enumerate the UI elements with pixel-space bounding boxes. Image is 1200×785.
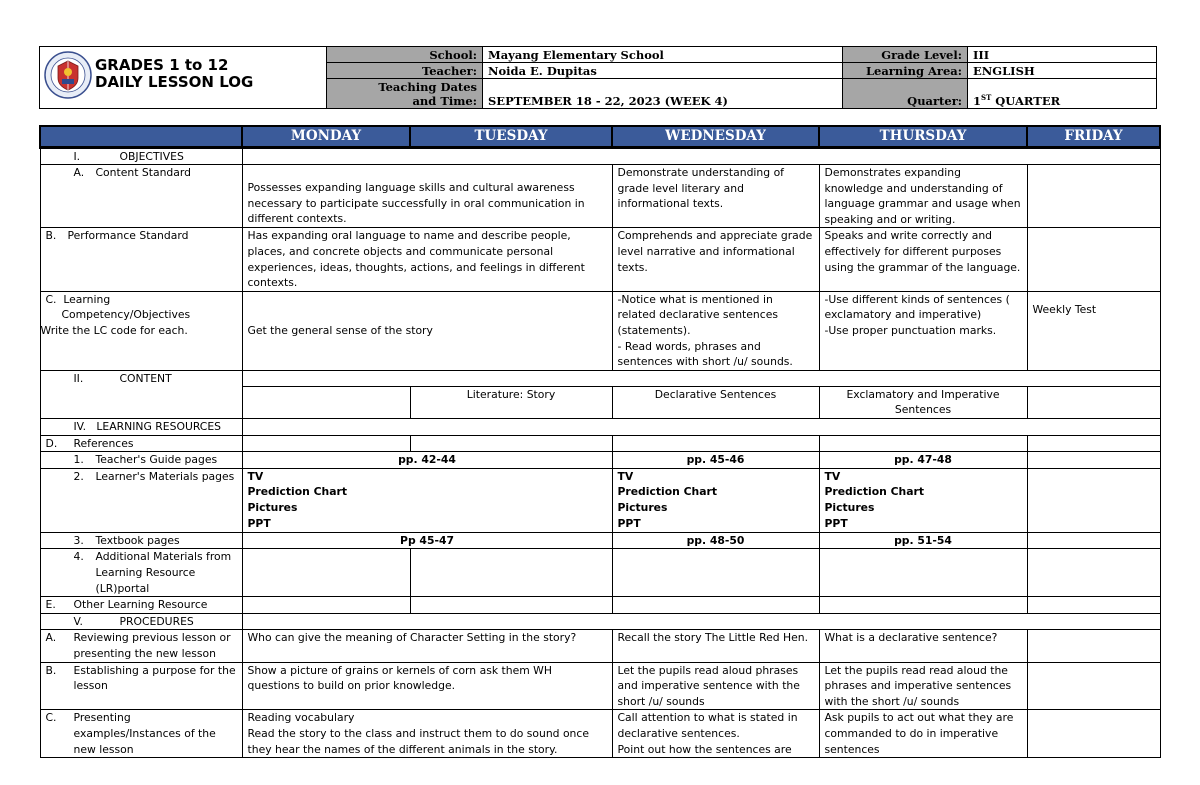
objectives-heading: I. OBJECTIVES [40, 147, 242, 165]
procedure-b-wed: Let the pupils read aloud phrases and imperative sentence with the short /u/ sounds [612, 662, 819, 710]
additional-materials-wed [612, 549, 819, 597]
content-tue: Literature: Story [410, 386, 612, 418]
learners-materials-fri [1027, 468, 1160, 532]
performance-standard-fri [1027, 228, 1160, 291]
procedure-a-row [40, 630, 1160, 662]
procedure-c-thu: Ask pupils to act out what they are commanded to do in imperative sentences [819, 710, 1027, 758]
content-fri [1027, 386, 1160, 418]
school-value: Mayang Elementary School [482, 46, 843, 63]
day-wednesday: WEDNESDAY [612, 126, 819, 147]
textbook-thu: pp. 51-54 [819, 532, 1027, 549]
procedure-a-wed: Recall the story The Little Red Hen. [612, 630, 819, 662]
day-tuesday: TUESDAY [410, 126, 612, 147]
content-heading-row [40, 370, 1160, 386]
other-resource-wed [612, 597, 819, 614]
textbook-mon-tue: Pp 45-47 [242, 532, 612, 549]
grade-value: III [967, 46, 1157, 63]
procedure-c-mon-tue: Reading vocabulary Read the story to the class and instruct them to do sound once they hear the names of the different animals in the story. [242, 710, 612, 758]
content-standard-row [40, 165, 1160, 228]
form-title-line1: GRADES 1 to 12 [95, 56, 229, 74]
day-thursday: THURSDAY [819, 126, 1027, 147]
references-tue [410, 435, 612, 452]
objectives-heading-row [40, 147, 1160, 165]
other-resource-row [40, 597, 1160, 614]
content-standard-wed: Demonstrate understanding of grade level literary and informational texts. [612, 165, 819, 228]
competency-wed: -Notice what is mentioned in related declarative sentences (statements). - Read words, phrases and sentences with short /u/ sounds. [612, 291, 819, 370]
references-row [40, 435, 1160, 452]
procedure-a-label: A. Reviewing previous lesson or presenting the new lesson [40, 630, 242, 662]
content-heading-fill [242, 370, 1160, 386]
competency-thu: -Use different kinds of sentences ( exclamatory and imperative) -Use proper punctuation marks. [819, 291, 1027, 370]
resources-heading-fill [242, 419, 1160, 436]
teachers-guide-thu: pp. 47-48 [819, 452, 1027, 469]
teachers-guide-label: 1. Teacher's Guide pages [40, 452, 242, 469]
content-standard-thu: Demonstrates expanding knowledge and understanding of language grammar and usage when speaking and or writing. [819, 165, 1027, 228]
day-header-row [40, 126, 1160, 147]
form-title-line2: DAILY LESSON LOG [95, 73, 254, 91]
content-wed: Declarative Sentences [612, 386, 819, 418]
content-standard-label: A. Content Standard [40, 165, 242, 228]
content-standard-mon-tue: Possesses expanding language skills and cultural awareness necessary to participate successfully in oral communication in different contexts. [242, 165, 612, 228]
school-label: School: [326, 46, 483, 63]
procedure-b-fri [1027, 662, 1160, 710]
objectives-heading-fill [242, 147, 1160, 165]
other-resource-fri [1027, 597, 1160, 614]
day-header-blank [40, 126, 242, 147]
additional-materials-tue [410, 549, 612, 597]
dates-label: Teaching Dates and Time: [326, 78, 483, 109]
procedure-a-mon-tue: Who can give the meaning of Character Setting in the story? [242, 630, 612, 662]
performance-standard-mon-tue: Has expanding oral language to name and describe people, places, and concrete objects and communicate personal experiences, ideas, thoughts, actions, and feelings in different contexts. [242, 228, 612, 291]
procedure-a-thu: What is a declarative sentence? [819, 630, 1027, 662]
learners-materials-label: 2. Learner's Materials pages [40, 468, 242, 532]
other-resource-thu [819, 597, 1027, 614]
content-mon [242, 386, 410, 418]
references-mon [242, 435, 410, 452]
performance-standard-wed: Comprehends and appreciate grade level narrative and informational texts. [612, 228, 819, 291]
procedure-b-mon-tue: Show a picture of grains or kernels of corn ask them WH questions to build on prior knowledge. [242, 662, 612, 710]
area-label: Learning Area: [842, 62, 968, 79]
day-friday: FRIDAY [1027, 126, 1160, 147]
teachers-guide-mon-tue: pp. 42-44 [242, 452, 612, 469]
competency-mon-tue: Get the general sense of the story [242, 291, 612, 370]
learners-materials-row [40, 468, 1160, 532]
procedure-b-row [40, 662, 1160, 710]
teacher-label: Teacher: [326, 62, 483, 79]
teachers-guide-fri [1027, 452, 1160, 469]
performance-standard-label: B. Performance Standard [40, 228, 242, 291]
additional-materials-fri [1027, 549, 1160, 597]
content-thu: Exclamatory and Imperative Sentences [819, 386, 1027, 418]
procedure-a-fri [1027, 630, 1160, 662]
procedure-b-label: B. Establishing a purpose for the lesson [40, 662, 242, 710]
references-wed [612, 435, 819, 452]
content-heading: II. CONTENT [40, 370, 242, 418]
performance-standard-thu: Speaks and write correctly and effectively for different purposes using the grammar of the language. [819, 228, 1027, 291]
procedures-heading-fill [242, 613, 1160, 630]
competency-label: C. Learning Competency/Objectives Write the LC code for each. [40, 291, 242, 370]
competency-row [40, 291, 1160, 370]
resources-heading-row [40, 419, 1160, 436]
procedures-heading-row [40, 613, 1160, 630]
quarter-value: 1ST QUARTER [967, 78, 1157, 109]
content-standard-fri [1027, 165, 1160, 228]
learners-materials-thu: TV Prediction Chart Pictures PPT [819, 468, 1027, 532]
textbook-label: 3. Textbook pages [40, 532, 242, 549]
references-label: D. References [40, 435, 242, 452]
textbook-wed: pp. 48-50 [612, 532, 819, 549]
procedure-c-row [40, 710, 1160, 758]
additional-materials-mon [242, 549, 410, 597]
additional-materials-thu [819, 549, 1027, 597]
other-resource-mon [242, 597, 410, 614]
deped-seal-icon [44, 48, 92, 102]
day-monday: MONDAY [242, 126, 410, 147]
references-fri [1027, 435, 1160, 452]
additional-materials-label: 4. Additional Materials from Learning Resource (LR)portal [40, 549, 242, 597]
procedure-c-fri [1027, 710, 1160, 758]
other-resource-label: E. Other Learning Resource [40, 597, 242, 614]
teachers-guide-row [40, 452, 1160, 469]
procedure-b-thu: Let the pupils read read aloud the phrases and imperative sentences with the short /u/ sounds [819, 662, 1027, 710]
teachers-guide-wed: pp. 45-46 [612, 452, 819, 469]
procedures-heading: V. PROCEDURES [40, 613, 242, 630]
textbook-row [40, 532, 1160, 549]
other-resource-tue [410, 597, 612, 614]
lesson-log-table [39, 125, 1161, 758]
quarter-label: Quarter: [842, 78, 968, 109]
additional-materials-row [40, 549, 1160, 597]
references-thu [819, 435, 1027, 452]
learners-materials-mon-tue: TV Prediction Chart Pictures PPT [242, 468, 612, 532]
procedure-c-wed: Call attention to what is stated in declarative sentences. Point out how the sentences are [612, 710, 819, 758]
performance-standard-row [40, 228, 1160, 291]
learners-materials-wed: TV Prediction Chart Pictures PPT [612, 468, 819, 532]
grade-label: Grade Level: [842, 46, 968, 63]
textbook-fri [1027, 532, 1160, 549]
dates-value: SEPTEMBER 18 - 22, 2023 (WEEK 4) [482, 78, 843, 109]
competency-fri: Weekly Test [1027, 291, 1160, 370]
procedure-c-label: C. Presenting examples/Instances of the new lesson [40, 710, 242, 758]
resources-heading: IV. LEARNING RESOURCES [40, 419, 242, 436]
teacher-value: Noida E. Dupitas [482, 62, 843, 79]
area-value: ENGLISH [967, 62, 1157, 79]
